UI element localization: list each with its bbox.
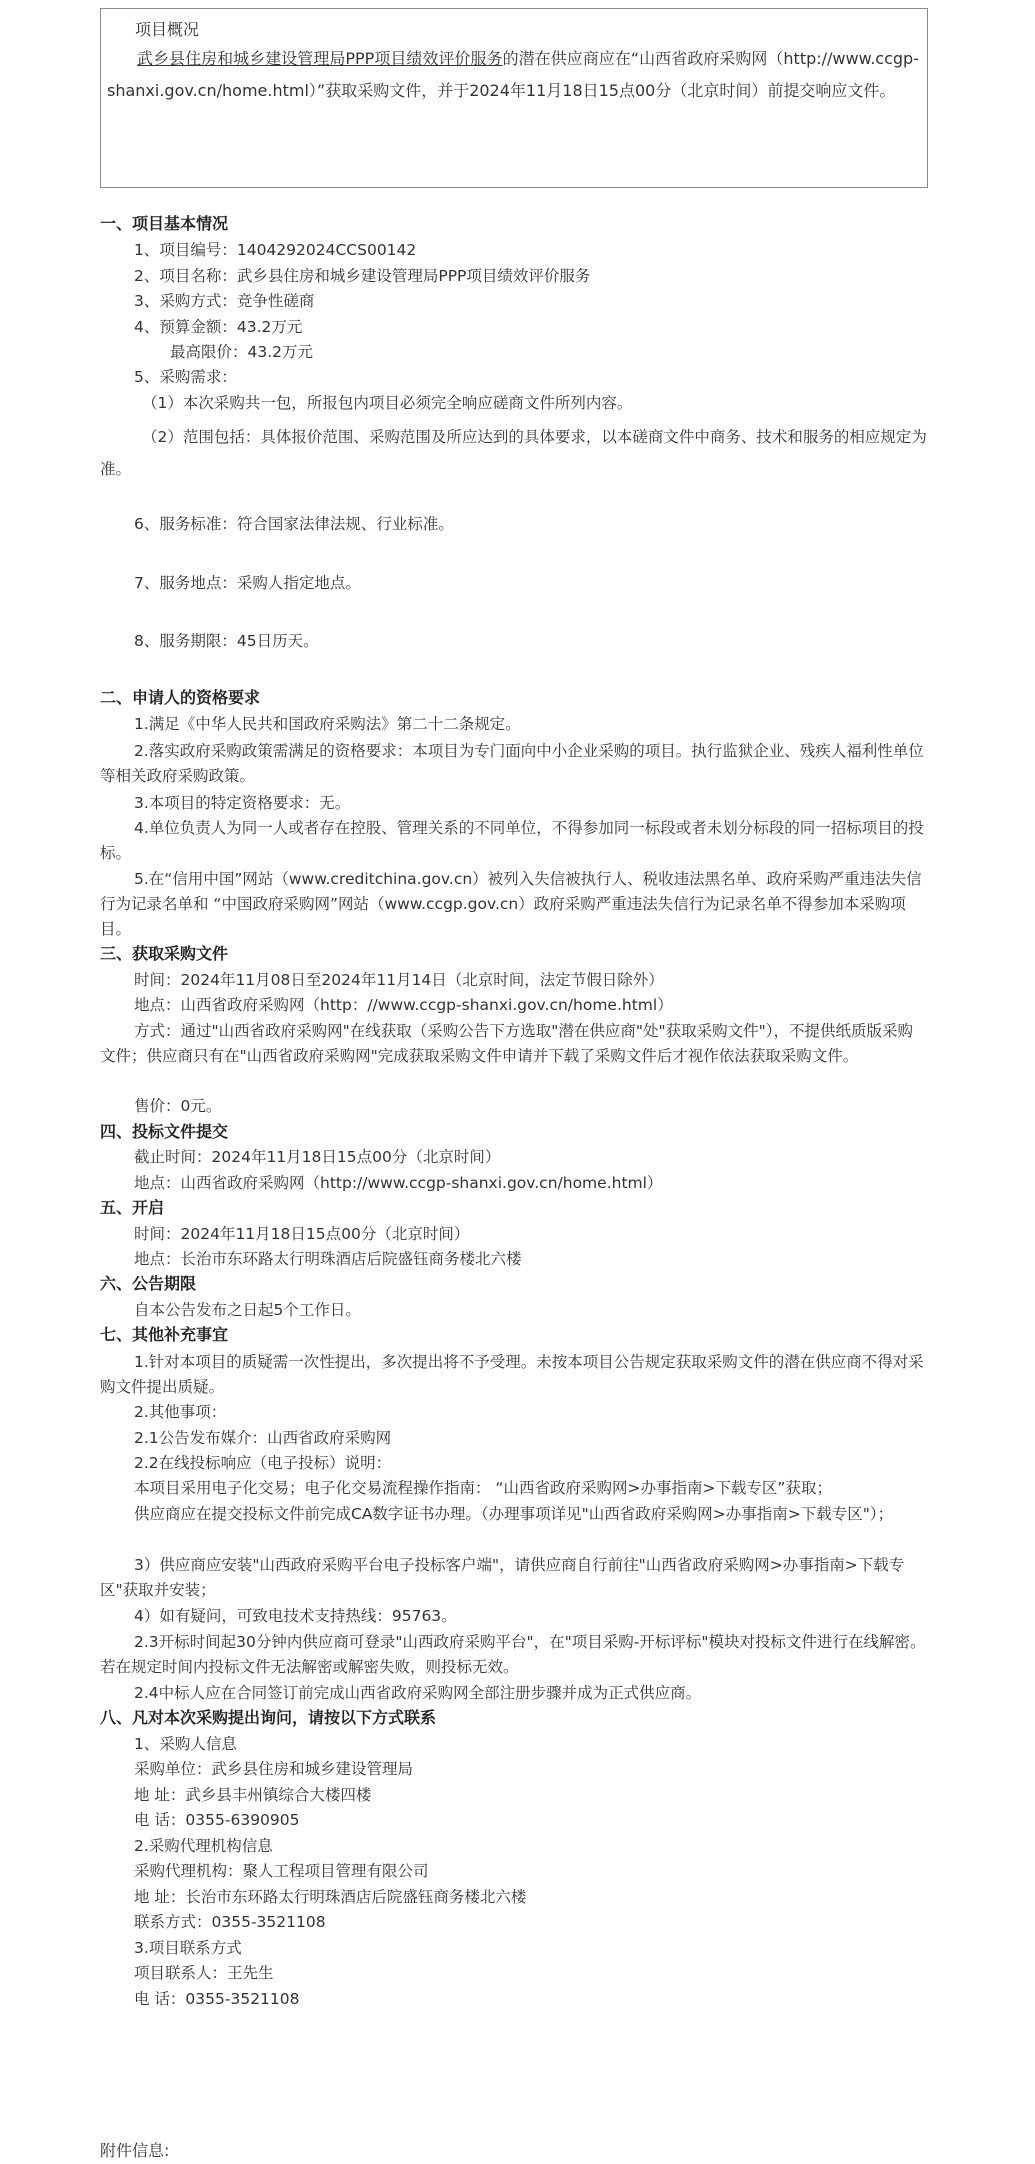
supplementary-ca-cert: 供应商应在提交投标文件前完成CA数字证书办理。（办理事项详见"山西省政府采购网>办事指南>下载专区"）； (134, 1505, 894, 1523)
qualification-5: 5.在“信用中国”网站（www.creditchina.gov.cn）被列入失信被执行人、税收违法黑名单、政府采购严重违法失信行为记录名单和 “中国政府采购网”网站（www.ccgp.gov.cn）政府采购严重违法失信行为记录名单不得参加本采购项目。 (100, 870, 922, 938)
overview-title: 项目概况 (135, 20, 200, 39)
service-standard: 6、服务标准：符合国家法律法规、行业标准。 (134, 515, 454, 533)
supplementary-other-label: 2.其他事项： (134, 1403, 227, 1421)
opening-time: 时间：2024年11月18日15点00分（北京时间） (134, 1225, 470, 1243)
contact-purchaser-label: 1、采购人信息 (134, 1735, 237, 1753)
budget-amount: 4、预算金额：43.2万元 (134, 318, 303, 336)
supplementary-client-install: 3）供应商应安装"山西政府采购平台电子投标客户端"，请供应商自行前往"山西省政府采购网>办事指南>下载专区"获取并安装； (100, 1556, 905, 1599)
qualification-2: 2.落实政府采购政策需满足的资格要求：本项目为专门面向中小企业采购的项目。执行监狱企业、残疾人福利性单位等相关政府采购政策。 (100, 742, 924, 785)
supplementary-support-hotline: 4）如有疑问，可致电技术支持热线：95763。 (134, 1607, 457, 1625)
project-name: 2、项目名称：武乡县住房和城乡建设管理局PPP项目绩效评价服务 (134, 267, 591, 285)
supplementary-electronic-trade: 本项目采用电子化交易；电子化交易流程操作指南： “山西省政府采购网>办事指南>下载专区”获取； (134, 1479, 832, 1497)
obtain-location: 地点：山西省政府采购网（http：//www.ccgp-shanxi.gov.cn/home.html） (134, 996, 673, 1014)
requirement-2: （2）范围包括：具体报价范围、采购范围及所应达到的具体要求，以本磋商文件中商务、技术和服务的相应规定为准。 (100, 428, 927, 478)
section-heading-contacts: 八、凡对本次采购提出询问，请按以下方式联系 (100, 1708, 437, 1727)
section-heading-basic-info: 一、项目基本情况 (100, 214, 229, 233)
qualification-1: 1.满足《中华人民共和国政府采购法》第二十二条规定。 (134, 715, 521, 733)
section-heading-bid-submission: 四、投标文件提交 (100, 1122, 229, 1141)
opening-location: 地点：长治市东环路太行明珠酒店后院盛钰商务楼北六楼 (134, 1250, 522, 1268)
project-overview-box (100, 8, 928, 188)
notice-period: 自本公告发布之日起5个工作日。 (134, 1301, 361, 1319)
section-heading-notice-period: 六、公告期限 (100, 1274, 197, 1293)
contact-project-phone: 电 话：0355-3521108 (134, 1990, 300, 2008)
obtain-method: 方式：通过"山西省政府采购网"在线获取（采购公告下方选取"潜在供应商"处"获取采购文件"），不提供纸质版采购文件；供应商只有在"山西省政府采购网"完成获取采购文件申请并下载了采购文件后才视作依法获取采购文件。 (100, 1022, 914, 1065)
section-heading-opening: 五、开启 (100, 1198, 165, 1217)
project-name-link[interactable]: 武乡县住房和城乡建设管理局PPP项目绩效评价服务 (137, 49, 503, 68)
section-heading-obtain-documents: 三、获取采购文件 (100, 944, 229, 963)
contact-agency-address: 地 址：长治市东环路太行明珠酒店后院盛钰商务楼北六楼 (134, 1888, 527, 1906)
supplementary-online-bid: 2.2在线投标响应（电子投标）说明： (134, 1454, 392, 1472)
contact-agency-label: 2.采购代理机构信息 (134, 1837, 273, 1855)
qualification-4: 4.单位负责人为同一人或者存在控股、管理关系的不同单位，不得参加同一标段或者未划分标段的同一招标项目的投标。 (100, 819, 924, 862)
supplementary-1: 1.针对本项目的质疑需一次性提出，多次提出将不予受理。未按本项目公告规定获取采购文件的潜在供应商不得对采购文件提出质疑。 (100, 1353, 924, 1396)
contact-purchaser-unit: 采购单位：武乡县住房和城乡建设管理局 (134, 1760, 414, 1778)
document-price: 售价：0元。 (134, 1097, 222, 1115)
overview-paragraph (107, 43, 919, 107)
contact-project-label: 3.项目联系方式 (134, 1939, 242, 1957)
requirement-1: （1）本次采购共一包，所报包内项目必须完全响应磋商文件所列内容。 (142, 394, 633, 412)
service-location: 7、服务地点：采购人指定地点。 (134, 574, 361, 592)
contact-agency-name: 采购代理机构：聚人工程项目管理有限公司 (134, 1862, 429, 1880)
supplementary-registration: 2.4中标人应在合同签订前完成山西省政府采购网全部注册步骤并成为正式供应商。 (134, 1684, 702, 1702)
contact-purchaser-address: 地 址：武乡县丰州镇综合大楼四楼 (134, 1786, 372, 1804)
supplementary-decryption: 2.3开标时间起30分钟内供应商可登录"山西政府采购平台"，在"项目采购-开标评标"模块对投标文件进行在线解密。若在规定时间内投标文件无法解密或解密失败，则投标无效。 (100, 1633, 926, 1676)
procurement-method: 3、采购方式：竞争性磋商 (134, 292, 315, 310)
qualification-3: 3.本项目的特定资格要求：无。 (134, 794, 351, 812)
attachment-label: 附件信息: (100, 2141, 170, 2160)
max-price: 最高限价：43.2万元 (170, 343, 314, 361)
contact-agency-phone: 联系方式：0355-3521108 (134, 1913, 326, 1931)
supplementary-media: 2.1公告发布媒介：山西省政府采购网 (134, 1429, 392, 1447)
section-heading-supplementary: 七、其他补充事宜 (100, 1325, 229, 1344)
service-period: 8、服务期限：45日历天。 (134, 632, 319, 650)
contact-project-person: 项目联系人：王先生 (134, 1964, 274, 1982)
section-heading-qualifications: 二、申请人的资格要求 (100, 688, 261, 707)
obtain-time: 时间：2024年11月08日至2024年11月14日（北京时间，法定节假日除外） (134, 971, 664, 989)
project-number: 1、项目编号：1404292024CCS00142 (134, 241, 417, 259)
submission-location: 地点：山西省政府采购网（http://www.ccgp-shanxi.gov.cn/home.html） (134, 1174, 663, 1192)
contact-purchaser-phone: 电 话：0355-6390905 (134, 1811, 300, 1829)
submission-deadline: 截止时间：2024年11月18日15点00分（北京时间） (134, 1148, 501, 1166)
requirements-label: 5、采购需求： (134, 368, 237, 386)
overview-text: 的潜在供应商应在“山西省政府采购网（http://www.ccgp-shanxi.gov.cn/home.html）”获取采购文件，并于2024年11月18日15点00分（北京时间）前提交响应文件。 (107, 49, 919, 100)
